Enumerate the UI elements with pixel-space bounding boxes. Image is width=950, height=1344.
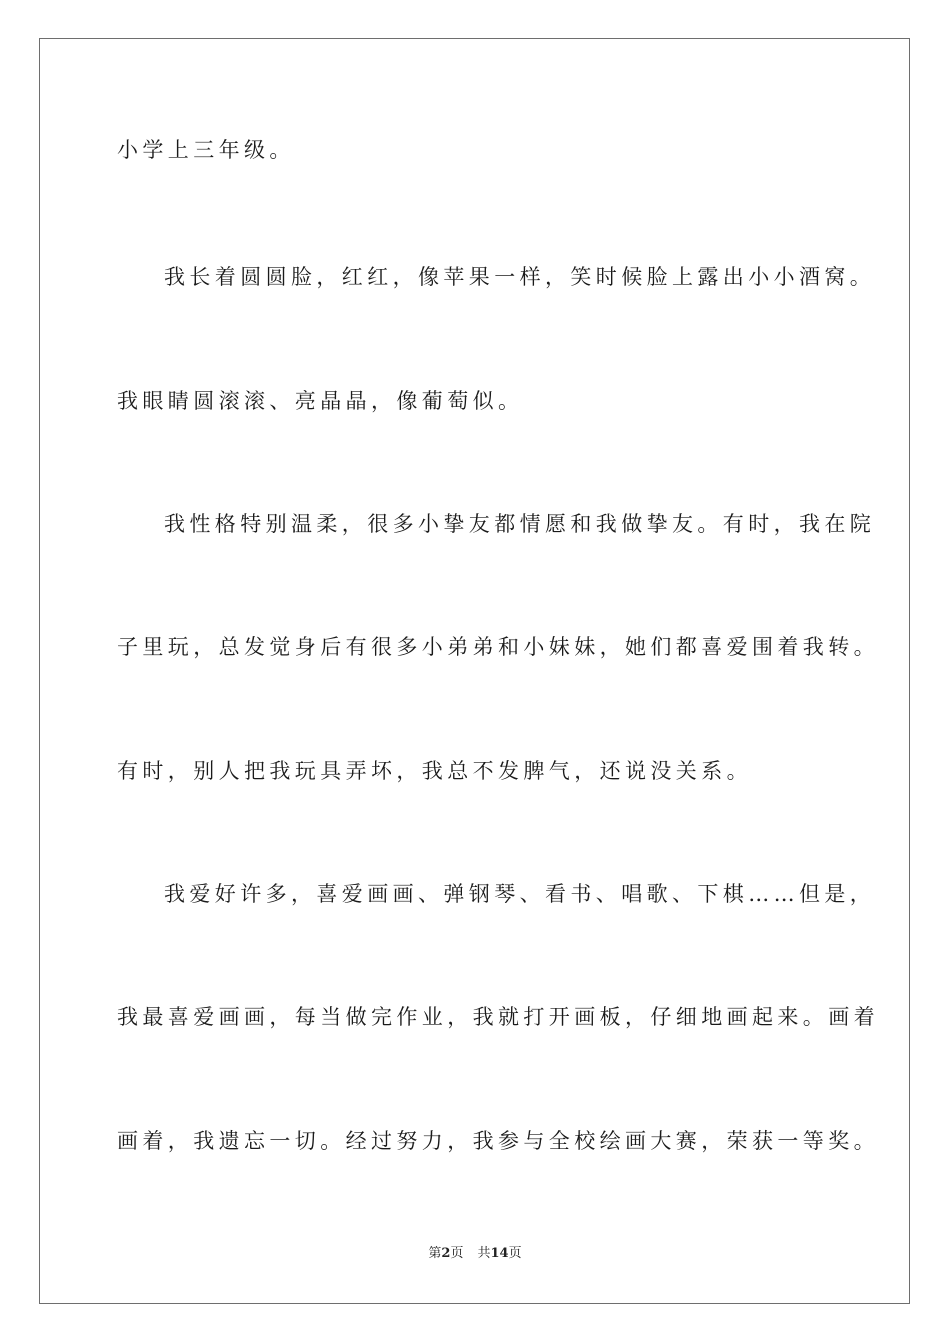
total-pages: 14 [490, 1246, 509, 1261]
paragraph-start-line: 我性格特别温柔，很多小挚友都情愿和我做挚友。有时，我在院 [164, 512, 876, 536]
text-line: 我最喜爱画画，每当做完作业，我就打开画板，仔细地画起来。画着 [117, 1005, 879, 1029]
page-border [39, 38, 910, 1304]
paragraph-start-line: 我爱好许多，喜爱画画、弹钢琴、看书、唱歌、下棋……但是， [164, 882, 876, 906]
text-line: 画着，我遗忘一切。经过努力，我参与全校绘画大赛，荣获一等奖。 [117, 1129, 879, 1153]
page-number: 2 [441, 1246, 451, 1261]
page-number-label [428, 1246, 463, 1261]
page-suffix: 页 [450, 1246, 464, 1261]
text-line: 小学上三年级。 [117, 138, 295, 162]
page-prefix: 第 [428, 1246, 442, 1261]
total-prefix: 共 [477, 1246, 491, 1261]
text-line: 我眼睛圆滚滚、亮晶晶，像葡萄似。 [117, 389, 524, 413]
page-footer [0, 1245, 950, 1263]
total-pages-label [477, 1246, 521, 1261]
total-suffix: 页 [508, 1246, 522, 1261]
paragraph-start-line: 我长着圆圆脸，红红，像苹果一样，笑时候脸上露出小小酒窝。 [164, 265, 876, 289]
text-line: 有时，别人把我玩具弄坏，我总不发脾气，还说没关系。 [117, 759, 752, 783]
text-line: 子里玩，总发觉身后有很多小弟弟和小妹妹，她们都喜爱围着我转。 [117, 635, 879, 659]
